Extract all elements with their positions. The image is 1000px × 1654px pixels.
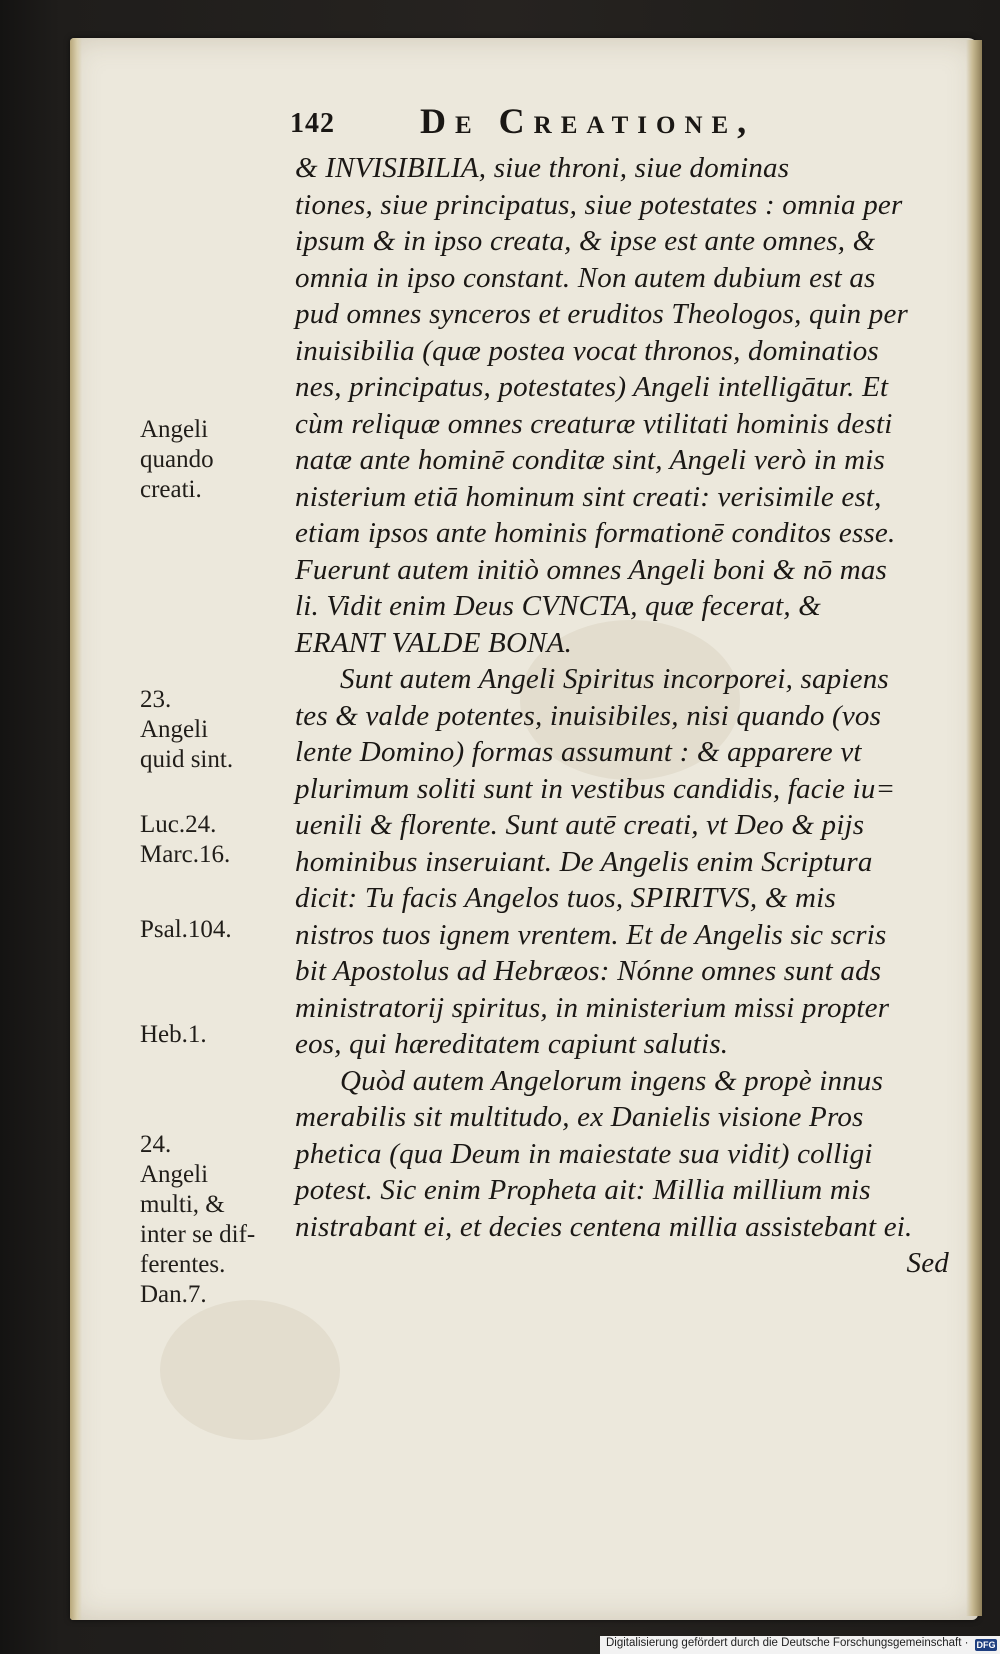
margin-note xyxy=(140,415,280,505)
text-line: Quòd autem Angelorum ingens & propè innus xyxy=(340,1064,884,1097)
text-line: bit Apostolus ad Hebræos: Nónne omnes sunt ads xyxy=(295,955,882,987)
margin-note-line: quando xyxy=(140,446,214,473)
text-line: plurimum soliti sunt in vestibus candidis, facie iu= xyxy=(295,772,896,805)
text-line: Sunt autem Angeli Spiritus incorporei, sapiens xyxy=(340,663,889,695)
text-line: eos, qui hæreditatem capiunt salutis. xyxy=(295,1028,729,1060)
page-number: 142 xyxy=(290,108,335,139)
text-line: nistrabant ei, et decies centena millia assistebant ei. xyxy=(295,1210,913,1243)
running-title: De Creatione, xyxy=(420,101,756,141)
text-line: cùm reliquæ omnes creaturæ vtilitati hominis desti xyxy=(295,407,893,440)
page-edge xyxy=(966,40,982,1616)
text-line: tiones, siue principatus, siue potestates : omnia per xyxy=(295,188,903,221)
margin-note-line: Dan.7. xyxy=(140,1281,207,1308)
text-line: potest. Sic enim Propheta ait: Millia millium mis xyxy=(295,1174,871,1206)
margin-note xyxy=(140,1130,280,1310)
text-line: lente Domino) formas assumunt : & apparere vt xyxy=(295,736,862,768)
margin-note-line: inter se dif- xyxy=(140,1221,256,1248)
text-line: Fuerunt autem initiò omnes Angeli boni & nō mas xyxy=(295,553,888,586)
margin-note xyxy=(140,685,280,775)
text-line: inuisibilia (quæ postea vocat thronos, dominatios xyxy=(295,334,879,367)
text-line: ERANT VALDE BONA. xyxy=(295,626,573,659)
text-line: tes & valde potentes, inuisibiles, nisi quando (vos xyxy=(295,699,882,732)
margin-note-line: creati. xyxy=(140,476,202,503)
margin-note-line: quid sint. xyxy=(140,746,234,773)
margin-note-line: Angeli xyxy=(140,1161,209,1188)
text-line: dicit: Tu facis Angelos tuos, SPIRITVS, & mis xyxy=(295,882,836,914)
margin-note-line: Angeli xyxy=(140,716,209,743)
margin-note-line: multi, & xyxy=(140,1191,225,1218)
text-line: nes, principatus, potestates) Angeli intelligātur. Et xyxy=(295,371,889,403)
text-line: natæ ante hominē conditæ sint, Angeli verò in mis xyxy=(295,444,886,476)
margin-note xyxy=(140,915,280,945)
text-line: ipsum & in ipso creata, & ipse est ante omnes, & xyxy=(295,225,876,257)
text-line: pud omnes synceros et eruditos Theologos, quin per xyxy=(295,298,909,330)
text-line: Sed xyxy=(906,1247,949,1279)
margin-note-line: Psal.104. xyxy=(140,916,232,943)
paper-stain xyxy=(160,1300,340,1440)
margin-note-line: Angeli xyxy=(140,416,209,443)
page-gutter-shadow xyxy=(70,38,82,1620)
margin-note-line: ferentes. xyxy=(140,1251,226,1278)
text-line: nisterium etiā hominum sint creati: verisimile est, xyxy=(295,480,882,513)
margin-note-line: Luc.24. xyxy=(140,811,217,838)
margin-note xyxy=(140,1020,280,1050)
margin-note xyxy=(140,810,280,870)
text-line: li. Vidit enim Deus CVNCTA, quæ fecerat, & xyxy=(295,590,822,622)
text-line: & INVISIBILIA, siue throni, siue dominas xyxy=(295,152,790,184)
footer-credit: Digitalisierung gefördert durch die Deutsche Forschungsgemeinschaft · xyxy=(606,1637,969,1649)
page-header xyxy=(290,100,950,144)
text-line: merabilis sit multitudo, ex Danielis visione Pros xyxy=(295,1101,864,1133)
main-text-block xyxy=(295,150,955,1282)
text-line: hominibus inseruiant. De Angelis enim Scriptura xyxy=(295,845,873,878)
margin-note-line: 24. xyxy=(140,1131,172,1158)
text-line: ministratorij spiritus, in ministerium missi propter xyxy=(295,991,890,1024)
text-line: nistros tuos ignem vrentem. Et de Angelis sic scris xyxy=(295,918,887,951)
margin-note-line: 23. xyxy=(140,686,172,713)
dfg-logo: DFG xyxy=(976,1640,996,1650)
text-line: uenili & florente. Sunt autē creati, vt Deo & pijs xyxy=(295,809,865,841)
text-line: phetica (qua Deum in maiestate sua vidit) colligi xyxy=(295,1137,873,1170)
text-line: omnia in ipso constant. Non autem dubium est as xyxy=(295,261,876,294)
margin-note-line: Marc.16. xyxy=(140,841,231,868)
margin-note-line: Heb.1. xyxy=(140,1021,207,1048)
text-line: etiam ipsos ante hominis formationē conditos esse. xyxy=(295,517,896,549)
